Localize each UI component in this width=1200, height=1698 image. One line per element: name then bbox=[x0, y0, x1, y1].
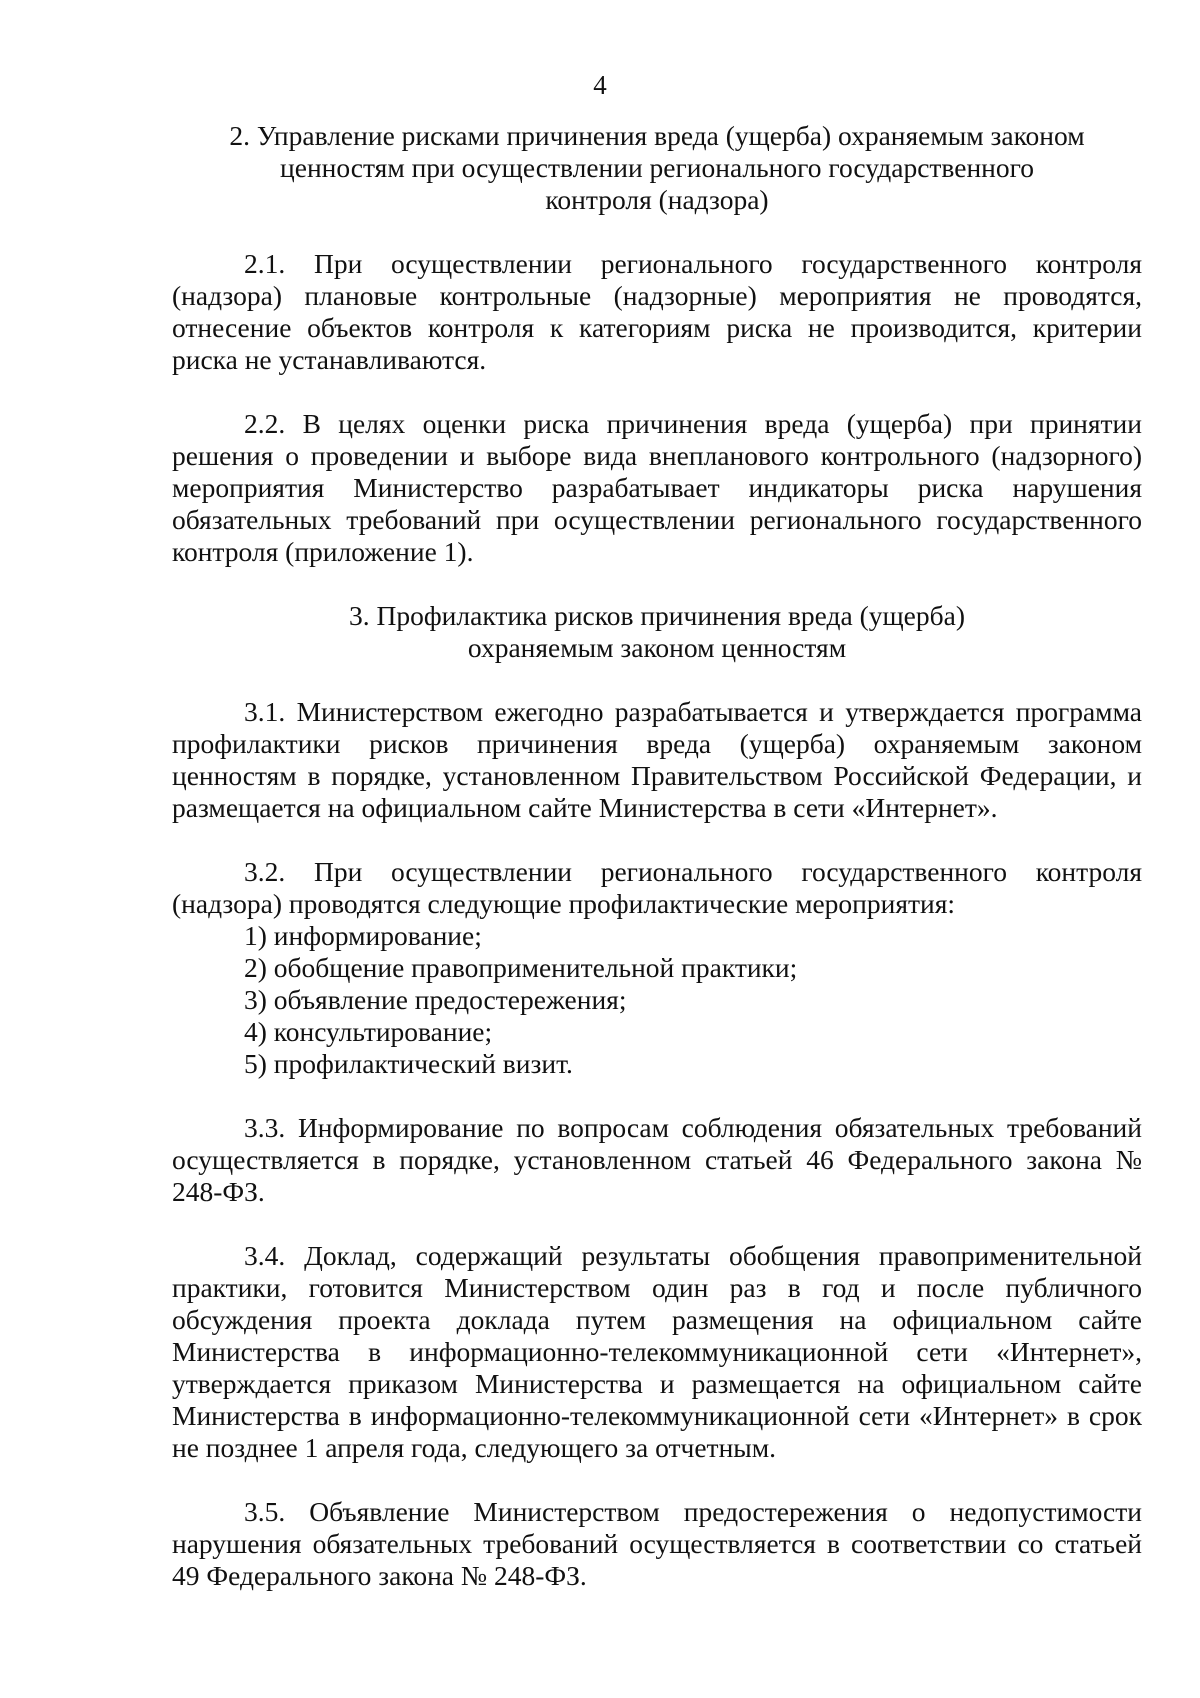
heading-line: ценностям при осуществлении регионального государственного bbox=[280, 152, 1034, 183]
heading-line: 2. Управление рисками причинения вреда (ущерба) охраняемым законом bbox=[229, 120, 1085, 151]
page-number: 4 bbox=[593, 70, 607, 100]
paragraph-3-1: 3.1. Министерством ежегодно разрабатывается и утверждается программа профилактики рисков причинения вреда (ущерба) охраняемым законом ценностям в порядке, установленном Правительством Российской Федерации, и размещается на официальном сайте Министерства в сети «Интернет». bbox=[172, 696, 1142, 823]
heading-line: 3. Профилактика рисков причинения вреда (ущерба) bbox=[349, 600, 965, 631]
list-item: 1) информирование; bbox=[244, 920, 482, 951]
paragraph-2-2: 2.2. В целях оценки риска причинения вреда (ущерба) при принятии решения о проведении и выборе вида внепланового контрольного (надзорного) мероприятия Министерство разрабатывает индикаторы риска нарушения обязательных требований при осуществлении регионального государственного контроля (приложение 1). bbox=[172, 408, 1142, 567]
heading-line: охраняемым законом ценностям bbox=[467, 632, 847, 663]
list-item: 3) объявление предостережения; bbox=[244, 984, 627, 1015]
list-item: 4) консультирование; bbox=[244, 1016, 493, 1047]
paragraph-3-4: 3.4. Доклад, содержащий результаты обобщения правоприменительной практики, готовится Министерством один раз в год и после публичного обсуждения проекта доклада путем размещения на официальном сайте Министерства в информационно-телекоммуникационной сети «Интернет», утверждается приказом Министерства и размещается на официальном сайте Министерства в информационно-телекоммуникационной сети «Интернет» в срок не позднее 1 апреля года, следующего за отчетным. bbox=[172, 1240, 1142, 1463]
heading-line: контроля (надзора) bbox=[545, 184, 769, 215]
document-body bbox=[172, 120, 1142, 1592]
section-2-heading bbox=[172, 120, 1142, 216]
paragraph-3-5: 3.5. Объявление Министерством предостережения о недопустимости нарушения обязательных требований осуществляется в соответствии со статьей 49 Федерального закона № 248-ФЗ. bbox=[172, 1496, 1142, 1591]
paragraph-2-1: 2.1. При осуществлении регионального государственного контроля (надзора) плановые контрольные (надзорные) мероприятия не проводятся, отнесение объектов контроля к категориям риска не производится, критерии риска не устанавливаются. bbox=[172, 248, 1142, 375]
list-item: 5) профилактический визит. bbox=[244, 1048, 573, 1079]
section-3-heading bbox=[172, 600, 1142, 664]
paragraph-3-2: 3.2. При осуществлении регионального государственного контроля (надзора) проводятся следующие профилактические мероприятия: bbox=[172, 856, 1142, 919]
paragraph-3-3: 3.3. Информирование по вопросам соблюдения обязательных требований осуществляется в порядке, установленном статьей 46 Федерального закона № 248-ФЗ. bbox=[172, 1112, 1142, 1207]
list-item: 2) обобщение правоприменительной практики; bbox=[244, 952, 798, 983]
